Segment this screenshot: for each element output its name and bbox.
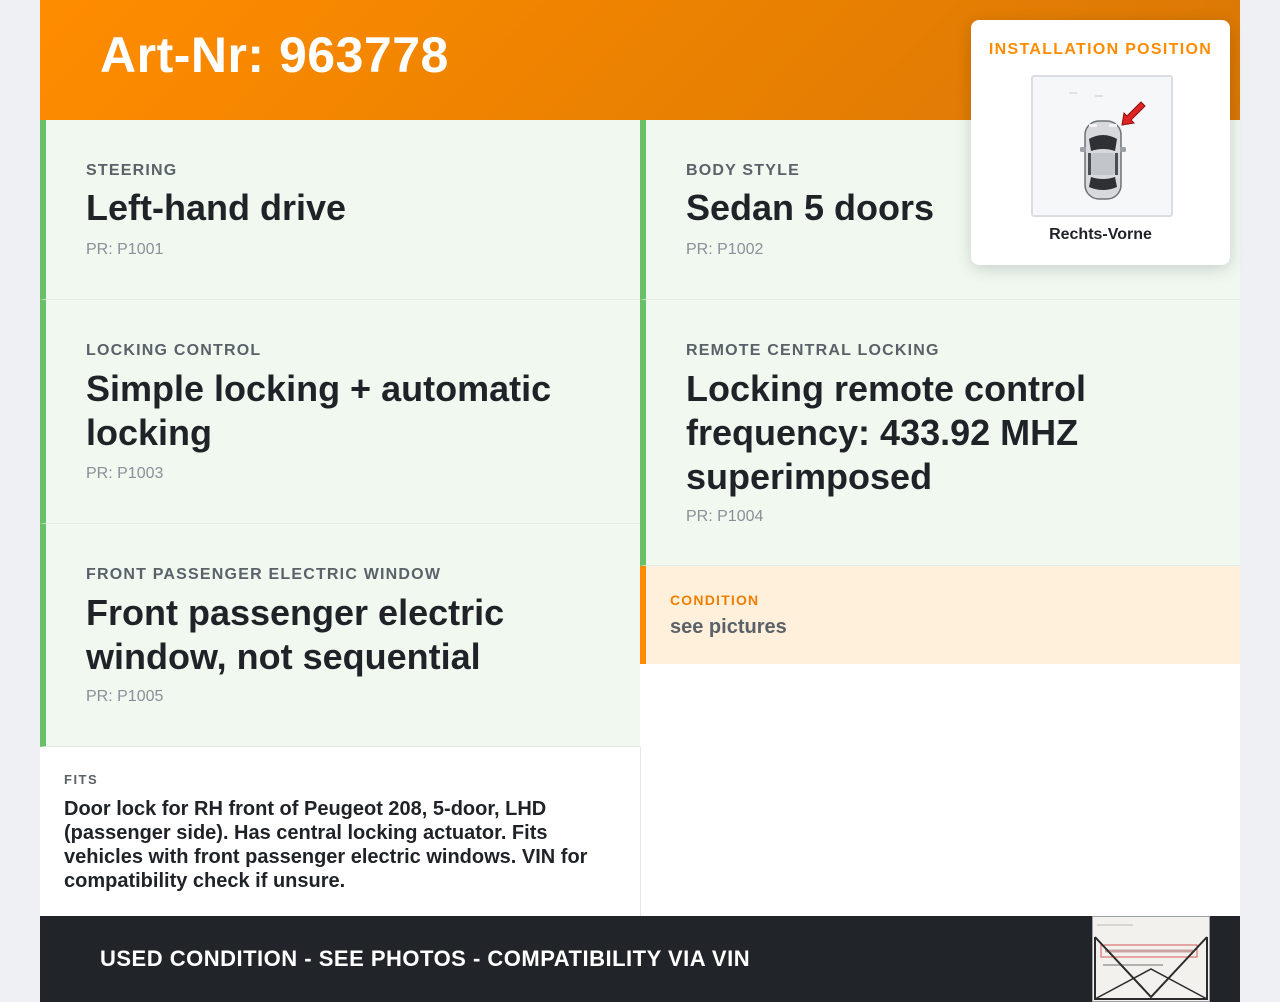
- spec-pr-code: PR: P1001: [86, 241, 164, 258]
- condition-box: [640, 566, 1240, 664]
- article-number: Art-Nr: 963778: [100, 27, 449, 83]
- spec-steering: [40, 120, 640, 300]
- spec-label: REMOTE CENTRAL LOCKING: [686, 342, 940, 359]
- red-arrow-icon: [1119, 99, 1147, 127]
- spec-value: Simple locking + automatic locking: [86, 368, 552, 453]
- spec-pr-code: PR: P1002: [686, 241, 764, 258]
- spec-front-passenger-window: [40, 524, 640, 747]
- installation-title: INSTALLATION POSITION: [988, 41, 1213, 58]
- spec-pr-code: PR: P1003: [86, 465, 164, 482]
- document-image: [1093, 917, 1209, 1001]
- footer-banner: USED CONDITION - SEE PHOTOS - COMPATIBILITY VIA VIN: [100, 946, 751, 971]
- condition-value: see pictures: [670, 616, 787, 638]
- spec-value: Locking remote control frequency: 433.92 MHZ superimposed: [686, 368, 1087, 497]
- car-top-view-icon: [1033, 77, 1171, 215]
- spec-pr-code: PR: P1004: [686, 508, 764, 525]
- spec-value: Left-hand drive: [86, 187, 347, 228]
- condition-label: CONDITION: [670, 592, 760, 608]
- footer-bar: [40, 916, 1240, 1002]
- installation-position-card: [971, 20, 1230, 265]
- spec-locking-control: [40, 300, 640, 524]
- spec-label: STEERING: [86, 162, 178, 179]
- installation-position-value: Rechts-Vorne: [1049, 226, 1152, 243]
- fits-description: Door lock for RH front of Peugeot 208, 5-door, LHD (passenger side). Has central locking actuator. Fits vehicles with front passenger electric windows. VIN for compatibility check if unsure.: [64, 798, 588, 892]
- spec-value: Sedan 5 doors: [686, 187, 935, 228]
- spec-label: LOCKING CONTROL: [86, 342, 262, 359]
- spec-label: FRONT PASSENGER ELECTRIC WINDOW: [86, 566, 442, 583]
- spec-value: Front passenger electric window, not sequential: [86, 592, 505, 677]
- spec-remote-central-locking: [640, 300, 1240, 566]
- fits-label: FITS: [64, 772, 99, 787]
- fits-section: [40, 747, 641, 916]
- spec-label: BODY STYLE: [686, 162, 800, 179]
- car-diagram: [1031, 75, 1173, 217]
- product-sheet: [40, 0, 1240, 1002]
- spec-pr-code: PR: P1005: [86, 688, 164, 705]
- vehicle-document-thumbnail[interactable]: [1092, 916, 1210, 1002]
